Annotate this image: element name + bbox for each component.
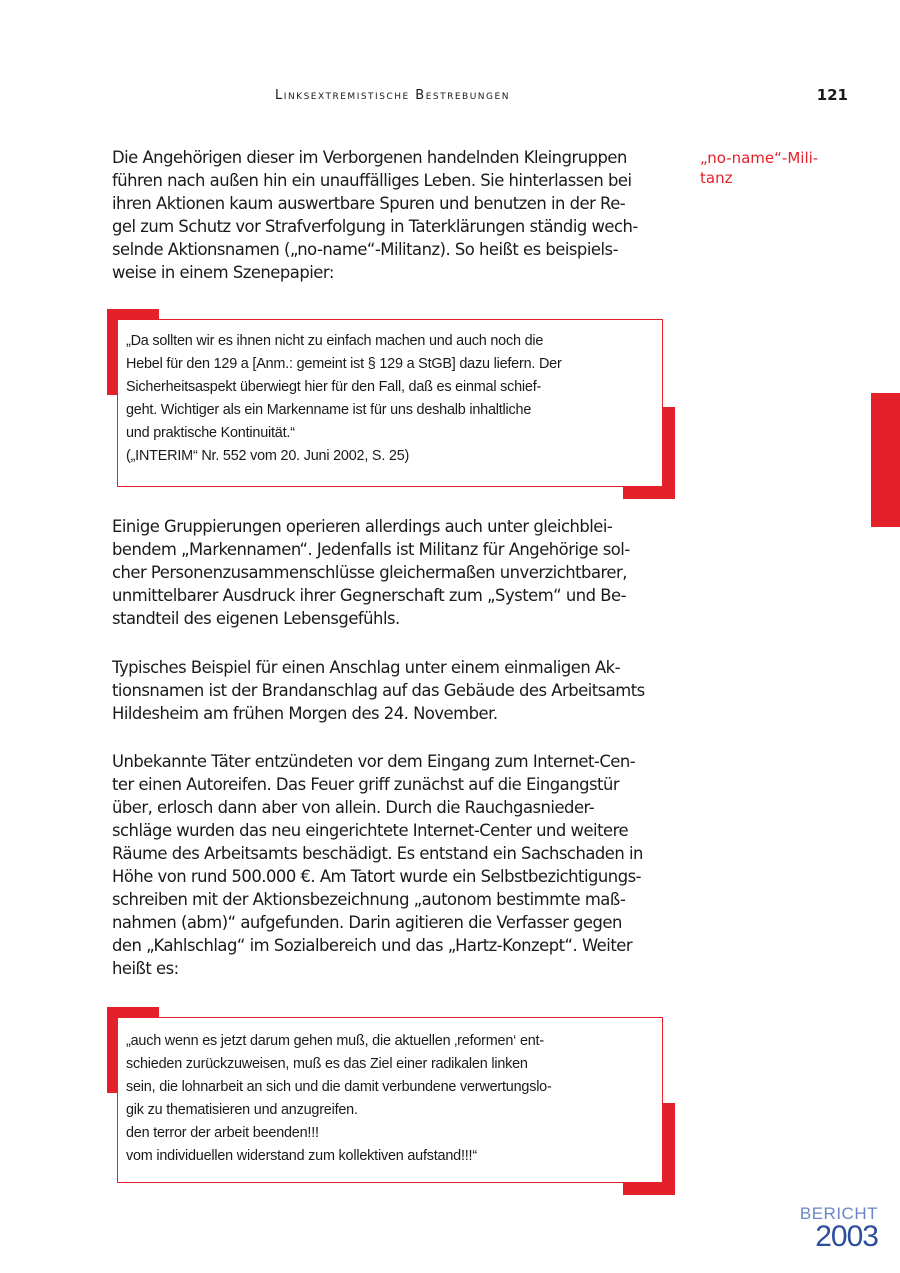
quote-box-interim [107, 309, 673, 487]
margin-note: „no-name“-Mili- tanz [700, 149, 819, 187]
quote-text-interim: „Da sollten wir es ihnen nicht zu einfach machen und auch noch die Hebel für den 129 a [Anm.: gemeint ist § 129 a StGB] dazu liefern. Der Sicherheitsaspekt überwiegt hier für den Fall, daß es einmal schief- geht. Wichtiger als ein Markenname ist für uns deshalb inhaltliche und praktische Kontinuität.“ („INTERIM“ Nr. 552 vom 20. Juni 2002, S. 25) [126, 333, 562, 464]
paragraph-intro: Die Angehörigen dieser im Verborgenen handelnden Kleingruppen führen nach außen hin ein unauffälliges Leben. Sie hinterlassen bei ihren Aktionen kaum auswertbare Spuren und benutzen in der Re- gel zum Schutz vor Strafverfolgung in Taterklärungen ständig wech- selnde Aktionsnamen („no-name“-Militanz). So heißt es beispiels- weise in einem Szenepapier: [112, 148, 638, 282]
quote-frame [117, 1017, 663, 1183]
quote-box-abm [107, 1007, 673, 1183]
quote-frame [117, 319, 663, 487]
logo-year: 2003 [815, 1220, 878, 1253]
running-title: Linksextremistische Bestrebungen [275, 88, 510, 103]
paragraph-beispiel: Typisches Beispiel für einen Anschlag unter einem einmaligen Ak- tionsnamen ist der Brandanschlag auf das Gebäude des Arbeitsamts Hildesheim am frühen Morgen des 24. November. [112, 658, 645, 723]
paragraph-anschlag: Unbekannte Täter entzündeten vor dem Eingang zum Internet-Cen- ter einen Autoreifen. Das Feuer griff zunächst auf die Eingangstür über, erlosch dann aber von allein. Durch die Rauchgasnieder- schläge wurden das neu eingerichtete Internet-Center und weitere Räume des Arbeitsamts beschädigt. Es entstand ein Sachschaden in Höhe von rund 500.000 €. Am Tatort wurde ein Selbstbezichtigungs- schreiben mit der Aktionsbezeichnung „autonom bestimmte maß- nahmen (abm)“ aufgefunden. Darin agitieren die Verfasser gegen den „Kahlschlag“ im Sozialbereich und das „Hartz-Konzept“. Weiter heißt es: [112, 752, 643, 978]
paragraph-markennamen: Einige Gruppierungen operieren allerdings auch unter gleichblei- bendem „Markennamen“. Jedenfalls ist Militanz für Angehörige sol- cher Personenzusammenschlüsse gleichermaßen unverzichtbarer, unmittelbarer Ausdruck ihrer Gegnerschaft zum „System“ und Be- standteil des eigenen Lebensgefühls. [112, 517, 630, 628]
quote-text-abm: „auch wenn es jetzt darum gehen muß, die aktuellen ‚reformen‘ ent- schieden zurückzuweisen, muß es das Ziel einer radikalen linken sein, die lohnarbeit an sich und die damit verbundene verwertungslo- gik zu thematisieren und anzugreifen. den terror der arbeit beenden!!! vom individuellen widerstand zum kollektiven aufstand!!!“ [126, 1033, 552, 1164]
bericht-2003-logo [800, 1205, 878, 1252]
logo-word: BERICHT [799, 1204, 878, 1223]
page-number: 121 [816, 86, 848, 104]
section-tab-marker [871, 393, 900, 527]
